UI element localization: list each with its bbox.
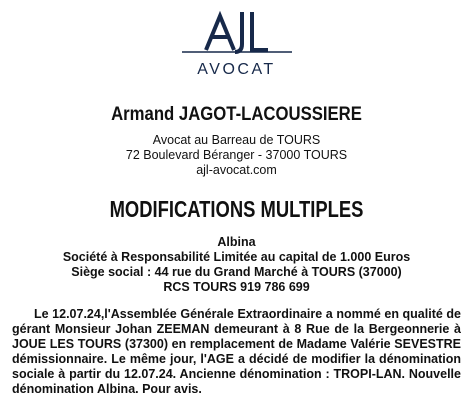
company-form: Société à Responsabilité Limitée au capital de 1.000 Euros	[62, 250, 411, 264]
company-name: Albina	[217, 235, 256, 249]
company-head-office: Siège social : 44 rue du Grand Marché à TOURS (37000)	[71, 265, 402, 279]
ajl-logo	[0, 6, 473, 78]
lawyer-name: Armand JAGOT-LACOUSSIERE	[111, 104, 362, 125]
lawyer-bar: Avocat au Barreau de TOURS	[152, 133, 321, 147]
logo-subtitle: AVOCAT	[197, 61, 276, 78]
notice-title: MODIFICATIONS MULTIPLES	[109, 196, 364, 222]
ajl-monogram-icon	[0, 6, 473, 62]
lawyer-website: ajl-avocat.com	[196, 163, 277, 177]
notice-body: Le 12.07.24,l'Assemblée Générale Extraordinaire a nommé en qualité de gérant Monsieur Johan ZEEMAN demeurant à 8 Rue de la Bergeonnerie à JOUE LES TOURS (37300) en remplacement de Madame Valérie SEVESTRE démissionnaire. Le même jour, l'AGE a décidé de modifier la dénomination sociale à partir du 12.07.24. Ancienne dénomination : TROPI-LAN. Nouvelle dénomination Albina. Pour avis.	[12, 307, 461, 396]
lawyer-address: 72 Boulevard Béranger - 37000 TOURS	[125, 148, 348, 162]
company-rcs: RCS TOURS 919 786 699	[163, 280, 310, 294]
